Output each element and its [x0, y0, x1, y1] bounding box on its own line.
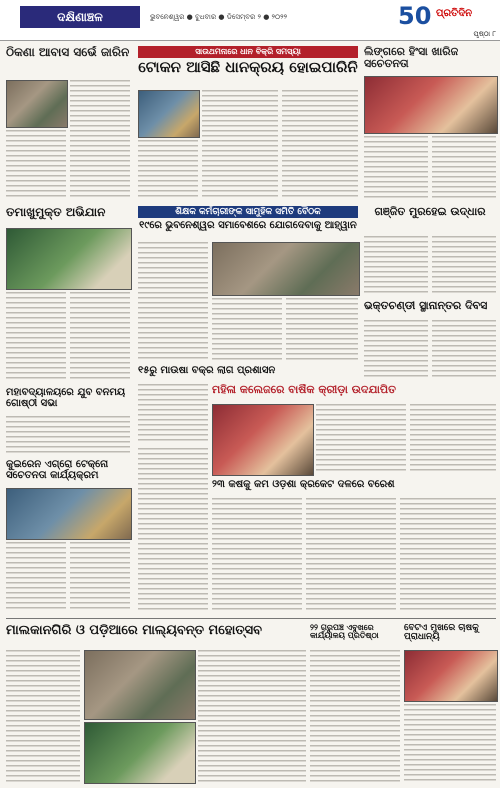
- body-a11: [6, 542, 66, 612]
- headline-a1: ଠିକଣା ଆବାସ ସର୍ଭେ ଜାରିନ: [6, 46, 130, 59]
- body-a15: [404, 704, 496, 782]
- headline-a3: ଲିଙ୍ଗରେ ହିଂସା ଖାରିଜ ସଚେତନତା: [364, 46, 459, 70]
- headline-a15: ବେଟିଏ ମୁଖିରେ ଚାଷକୁ ପ୍ରାଧାନ୍ୟ: [404, 624, 479, 643]
- body-a10: [6, 416, 130, 456]
- body-a5: [138, 242, 208, 362]
- body-a1: [70, 80, 130, 200]
- dateline: ଭୁବନେଶ୍ୱର ● ବୁଧବାର ● ଡିସେମ୍ବର ୨ ● ୨୦୨୨: [150, 12, 288, 21]
- body-a9b: [410, 404, 496, 474]
- body-a3b: [432, 136, 496, 200]
- kicker-a2: ସାଉଥମନାରେ ଧାନ ବିକ୍ରି ସମସ୍ୟା: [138, 46, 358, 58]
- body-a11b: [70, 542, 130, 612]
- body-a1b: [6, 130, 66, 200]
- photo-a2: [138, 90, 200, 138]
- photo-a15: [404, 650, 498, 702]
- page-number: ପୃଷ୍ଠା ୮: [473, 30, 496, 38]
- body-a12: [212, 498, 302, 612]
- brand-name: ପ୍ରତିଦିନ: [436, 8, 472, 19]
- body-a6: [364, 236, 428, 296]
- body-a9: [316, 404, 406, 474]
- body-a13b: [198, 650, 306, 782]
- body-a8b: [138, 448, 208, 612]
- anniversary-logo: 50: [398, 2, 432, 30]
- body-a12b: [306, 498, 396, 612]
- headline-a7: ଭକ୍ତଚଣ୍ଡୀ ସ୍ଥାନାନ୍ତର ଦିବସ: [364, 300, 488, 312]
- body-a2b: [282, 90, 358, 200]
- divider: [6, 618, 496, 619]
- body-a2: [202, 90, 278, 200]
- photo-a9: [212, 404, 314, 476]
- photo-a1: [6, 80, 68, 128]
- headline-a6: ଗଞ୍ଜିତ ମୁରହେଇ ଉଦ୍ଧାର: [374, 206, 486, 218]
- headline-a12: ୨୩ କର୍ଷକୁ କମ ଓଡ଼ିଶା କ୍ରିକେଟ ଦଳରେ ବିରେଶ: [212, 480, 395, 490]
- body-a5b: [212, 298, 282, 362]
- body-a7: [364, 320, 428, 380]
- band-a5: ଶିକ୍ଷକ କର୍ମଚାରୀଙ୍କ ସାମୁହିକ ସମିତି ବୈଠକ: [138, 206, 358, 218]
- body-a4: [6, 292, 66, 382]
- section-tag: ଦକ୍ଷିଣାଞ୍ଚଳ: [20, 6, 140, 28]
- headline-a5: ୧୯ରେ ଭୁବନେଶ୍ୱର ସମାବେଶରେ ଯୋଗଦେବାକୁ ଆହ୍ୱାନ: [139, 221, 357, 231]
- headline-a10: ମହାବିଦ୍ୟାଳୟରେ ଯୁବ ବିନିମୟ ଗୋଷ୍ଠୀ ସଭା: [6, 388, 126, 409]
- photo-a13b: [84, 722, 196, 784]
- body-a4b: [70, 292, 130, 382]
- photo-a3: [364, 76, 498, 134]
- photo-a13: [84, 650, 196, 720]
- body-a14: [310, 650, 400, 782]
- body-a12c: [400, 498, 496, 612]
- headline-a11: କୁଇରେନ ଏଗ୍ରୋ ଟେକ୍ନୋ ସଚେତନତା କାର୍ଯ୍ୟକ୍ରମ: [6, 460, 109, 481]
- headline-a14: ୨୨ ଗରୁପଞ୍ଚ ଏବୁଖରେ କାର୍ଯ୍ୟାଳୟ ପ୍ରତିଷ୍ଠା: [310, 624, 379, 641]
- body-a3: [364, 136, 428, 200]
- photo-a5: [212, 242, 360, 296]
- body-a13: [6, 650, 80, 782]
- headline-a2: ଟୋକନ ଆସିଛି ଧାନକ୍ରୟ ହୋଇପାରିନି: [138, 60, 358, 76]
- photo-a4: [6, 228, 132, 290]
- photo-a11: [6, 488, 132, 540]
- body-a5c: [286, 298, 358, 362]
- headline-a4: ତମାଖୁମୁକ୍ତ ଅଭିଯାନ: [6, 206, 106, 219]
- headline-a13: ମାଲକାନଗିରି ଓ ପଡ଼ିଆରେ ମାଲ୍ୟବନ୍ତ ମହୋତ୍ସବ: [6, 624, 262, 638]
- body-a6b: [432, 236, 496, 296]
- body-a2c: [138, 140, 198, 200]
- body-a7b: [432, 320, 496, 380]
- headline-a9: ମହିଳା କଲେଜରେ ବାର୍ଷିକ କ୍ରୀଡ଼ା ଉଦଯାପିତ: [212, 384, 396, 396]
- body-a8: [138, 384, 208, 444]
- headline-a8: ୧୫ରୁ ମାଉଁଷା ବିକ୍ରି ଲାଗି ପ୍ରଶାସନ: [138, 366, 276, 376]
